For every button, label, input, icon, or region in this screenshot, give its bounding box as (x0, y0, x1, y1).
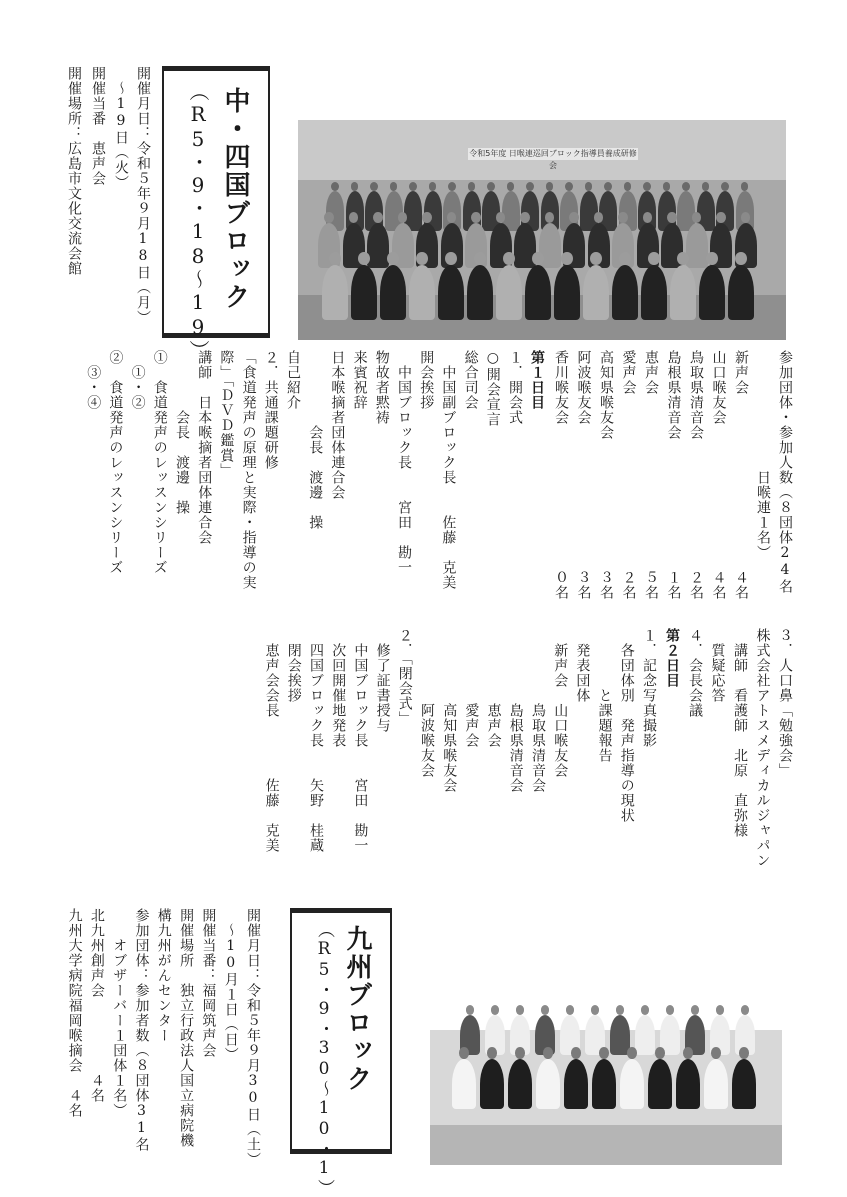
day1-line: ③・④ (85, 350, 102, 410)
kyushu-info-line: 九州大学病院福岡喉摘会 ４名 (66, 908, 83, 1118)
day1-line: 日本喉摘者団体連合会 (329, 350, 346, 500)
participant-name: 恵声会 (643, 350, 659, 395)
chushikoku-info-line: 開催当番 恵声会 (90, 66, 106, 186)
participants-heading: 日喉連１名） (755, 350, 771, 560)
participant-count: ５名 (643, 570, 659, 600)
day2-line: 阿波喉友会 (419, 628, 435, 778)
kyushu-info-line: 参加団体：参加者数（８団体31名 (133, 908, 150, 1152)
day1-line: 講師 日本喉摘者団体連合会 (196, 350, 213, 545)
participant-name: 鳥取県清音会 (688, 350, 704, 440)
chushikoku-title-box (162, 66, 270, 361)
day2-line: 高知県喉友会 (441, 628, 458, 793)
participant-name: 香川喉友会 (553, 350, 569, 425)
day1-line: ① 食道発声のレッスンシリーズ (151, 350, 168, 575)
day2-heading: 第２日目 (664, 628, 680, 688)
day2-line: 恵声会 (485, 628, 502, 748)
day1-line: 自己紹介 (285, 350, 301, 410)
day2-line: 修了証書授与 (374, 628, 391, 733)
participant-count: ０名 (553, 570, 569, 600)
day1-cont-line: ４．会長会議 (687, 628, 703, 718)
participant-name: 島根県清音会 (665, 350, 682, 440)
day2-line: 鳥取県清音会 (530, 628, 546, 793)
participant-name: 愛声会 (620, 350, 637, 395)
day1-line: ①・② (129, 350, 146, 410)
participant-name: 高知県喉友会 (598, 350, 614, 440)
day2-line: ２．「閉会式」 (396, 628, 413, 726)
participant-count: ２名 (620, 570, 637, 600)
kyushu-info-line: 開催当番：福岡筑声会 (200, 908, 217, 1058)
day1-cont-line: 講師 看護師 北原 直弥様 (732, 628, 748, 838)
day2-line: 閉会挨拶 (285, 628, 302, 703)
day1-line: 中国副ブロック長 佐藤 克美 (440, 350, 457, 590)
participant-count: ４名 (710, 570, 727, 600)
participant-count: ２名 (688, 570, 704, 600)
day1-line: 物故者黙祷 (373, 350, 390, 425)
day1-line: 中国ブロック長 宮田 勘一 (396, 350, 412, 575)
day1-cont-line: 質疑応答 (709, 628, 726, 703)
day1-line: 際」「ＤＶＤ鑑賞」 (218, 350, 235, 478)
chushikoku-date: （R5・9・18〜19） (186, 81, 210, 361)
kyushu-info-line: 開催月日：令和５年９月30日（土） (245, 908, 261, 1167)
day2-line: 次回開催地発表 (330, 628, 347, 748)
day2-line: 発表団体 (574, 628, 591, 703)
participant-name: 阿波喉友会 (575, 350, 592, 425)
day1-cont-line: 株式会社アトスメディカルジャパン (754, 628, 771, 868)
chushikoku-group-photo (298, 120, 786, 340)
chushikoku-info-line: 開催場所：広島市文化交流会館 (66, 66, 82, 276)
day1-line: 来賓祝辞 (351, 350, 368, 410)
chushikoku-title: 中・四国ブロック (220, 87, 250, 311)
day1-line: 開会挨拶 (418, 350, 435, 410)
day2-line: 各団体別 発声指導の現状 (618, 628, 635, 823)
chushikoku-info-line: 開催月日：令和５年９月18日（月） (135, 66, 151, 325)
day2-line: 中国ブロック長 宮田 勘一 (352, 628, 369, 853)
participants-heading: 参加団体・参加人数（８団体24名 (777, 350, 793, 594)
day2-line: 愛声会 (463, 628, 480, 748)
kyushu-title: 九州ブロック (342, 925, 372, 1093)
kyushu-info-line: 開催場所 独立行政法人国立病院機 (178, 908, 195, 1148)
day1-line: 総合司会 (462, 350, 479, 410)
day2-line: 新声会 山口喉友会 (552, 628, 569, 778)
day1-line: １．開会式 (507, 350, 523, 425)
day1-line: 「食道発声の原理と実際・指導の実 (240, 350, 257, 590)
day1-cont-line: ３．人口鼻「勉強会」 (777, 628, 793, 778)
day2-line: と課題報告 (596, 628, 613, 763)
day1-line: ○開会宣言 (484, 350, 501, 427)
kyushu-title-box (290, 908, 392, 1197)
day1-line: ２．共通課題研修 (262, 350, 279, 470)
participant-count: １名 (665, 570, 682, 600)
day2-line: 四国ブロック長 矢野 桂蔵 (308, 628, 324, 853)
day2-line: 島根県清音会 (507, 628, 524, 793)
kyushu-group-photo (430, 910, 782, 1165)
day1-line: 会長 渡邊 操 (307, 350, 324, 530)
day1-line: ② 食道発声のレッスンシリーズ (107, 350, 124, 575)
kyushu-date: （R5・9・30〜10・1） (314, 921, 334, 1197)
kyushu-info-line: 北九州創声会 ４名 (88, 908, 105, 1103)
day2-line: 恵声会会長 佐藤 克美 (263, 628, 280, 853)
participant-name: 新声会 (733, 350, 749, 395)
participant-name: 山口喉友会 (710, 350, 727, 425)
day2-line: １．記念写真撮影 (641, 628, 657, 748)
chushikoku-info-line: 〜19日（火） (113, 66, 129, 190)
photo-banner: 令和5年度 日喉連巡回ブロック指導員養成研修会 (469, 149, 637, 170)
participant-count: ３名 (598, 570, 614, 600)
kyushu-info-line: 〜10月１日（日） (222, 908, 239, 1062)
participant-count: ４名 (733, 570, 749, 600)
kyushu-info-line: オブザーバー１団体１名） (111, 908, 128, 1118)
kyushu-info-line: 構九州がんセンター (155, 908, 172, 1043)
participant-count: ３名 (575, 570, 592, 600)
day1-heading: 第１日目 (529, 350, 545, 410)
day1-line: 会長 渡邊 操 (174, 350, 190, 515)
